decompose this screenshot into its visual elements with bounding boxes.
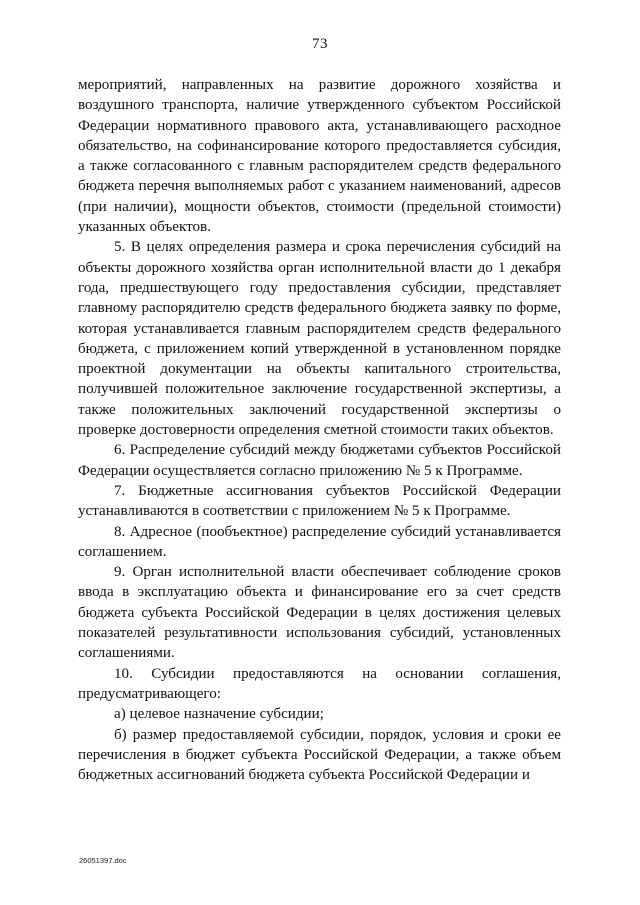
paragraph-continuation: мероприятий, направленных на развитие дорожного хозяйства и воздушного транспорта, наличие утвержденного субъектом Российской Федерации нормативного правового акта, устанавливающего расходное обязательство, на софинансирование которого предоставляется субсидия, а также согласованного с главным распорядителем средств федерального бюджета перечня выполняемых работ с указанием наименований, адресов (при наличии), мощности объектов, стоимости (предельной стоимости) указанных объектов. (78, 77, 561, 236)
paragraph-item-7: 7. Бюджетные ассигнования субъектов Российской Федерации устанавливаются в соответствии с приложением № 5 к Программе. (78, 482, 561, 520)
paragraph-item-5: 5. В целях определения размера и срока перечисления субсидий на объекты дорожного хозяйства орган исполнительной власти до 1 декабря года, предшествующего году предоставления субсидии, представляет главному распорядителю средств федерального бюджета заявку по форме, которая устанавливается главным распорядителем средств федерального бюджета, с приложением копий утвержденной в установленном порядке проектной документации на объекты капитального строительства, получившей положительное заключение государственной экспертизы, а также положительных заключений государственной экспертизы о проверке достоверности определения сметной стоимости таких объектов. (78, 239, 561, 439)
document-body (78, 75, 561, 785)
paragraph-item-8: 8. Адресное (пообъектное) распределение субсидий устанавливается соглашением. (78, 523, 561, 560)
paragraph-item-9: 9. Орган исполнительной власти обеспечивает соблюдение сроков ввода в эксплуатацию объекта и финансирование его за счет средств бюджета субъекта Российской Федерации в целях достижения целевых показателей результативности использования субсидий, установленных соглашениями. (78, 564, 561, 662)
page-number: 73 (312, 36, 328, 52)
file-reference: 26051397.doc (79, 856, 127, 865)
paragraph-subitem-a: а) целевое назначение субсидии; (114, 706, 324, 723)
paragraph-subitem-b: б) размер предоставляемой субсидии, порядок, условия и сроки ее перечисления в бюджет субъекта Российской Федерации, а также объем бюджетных ассигнований бюджета субъекта Российской Федерации и (78, 726, 561, 784)
paragraph-item-6: 6. Распределение субсидий между бюджетами субъектов Российской Федерации осуществляется согласно приложению № 5 к Программе. (78, 442, 561, 479)
paragraph-item-10: 10. Субсидии предоставляются на основании соглашения, предусматривающего: (78, 665, 561, 702)
